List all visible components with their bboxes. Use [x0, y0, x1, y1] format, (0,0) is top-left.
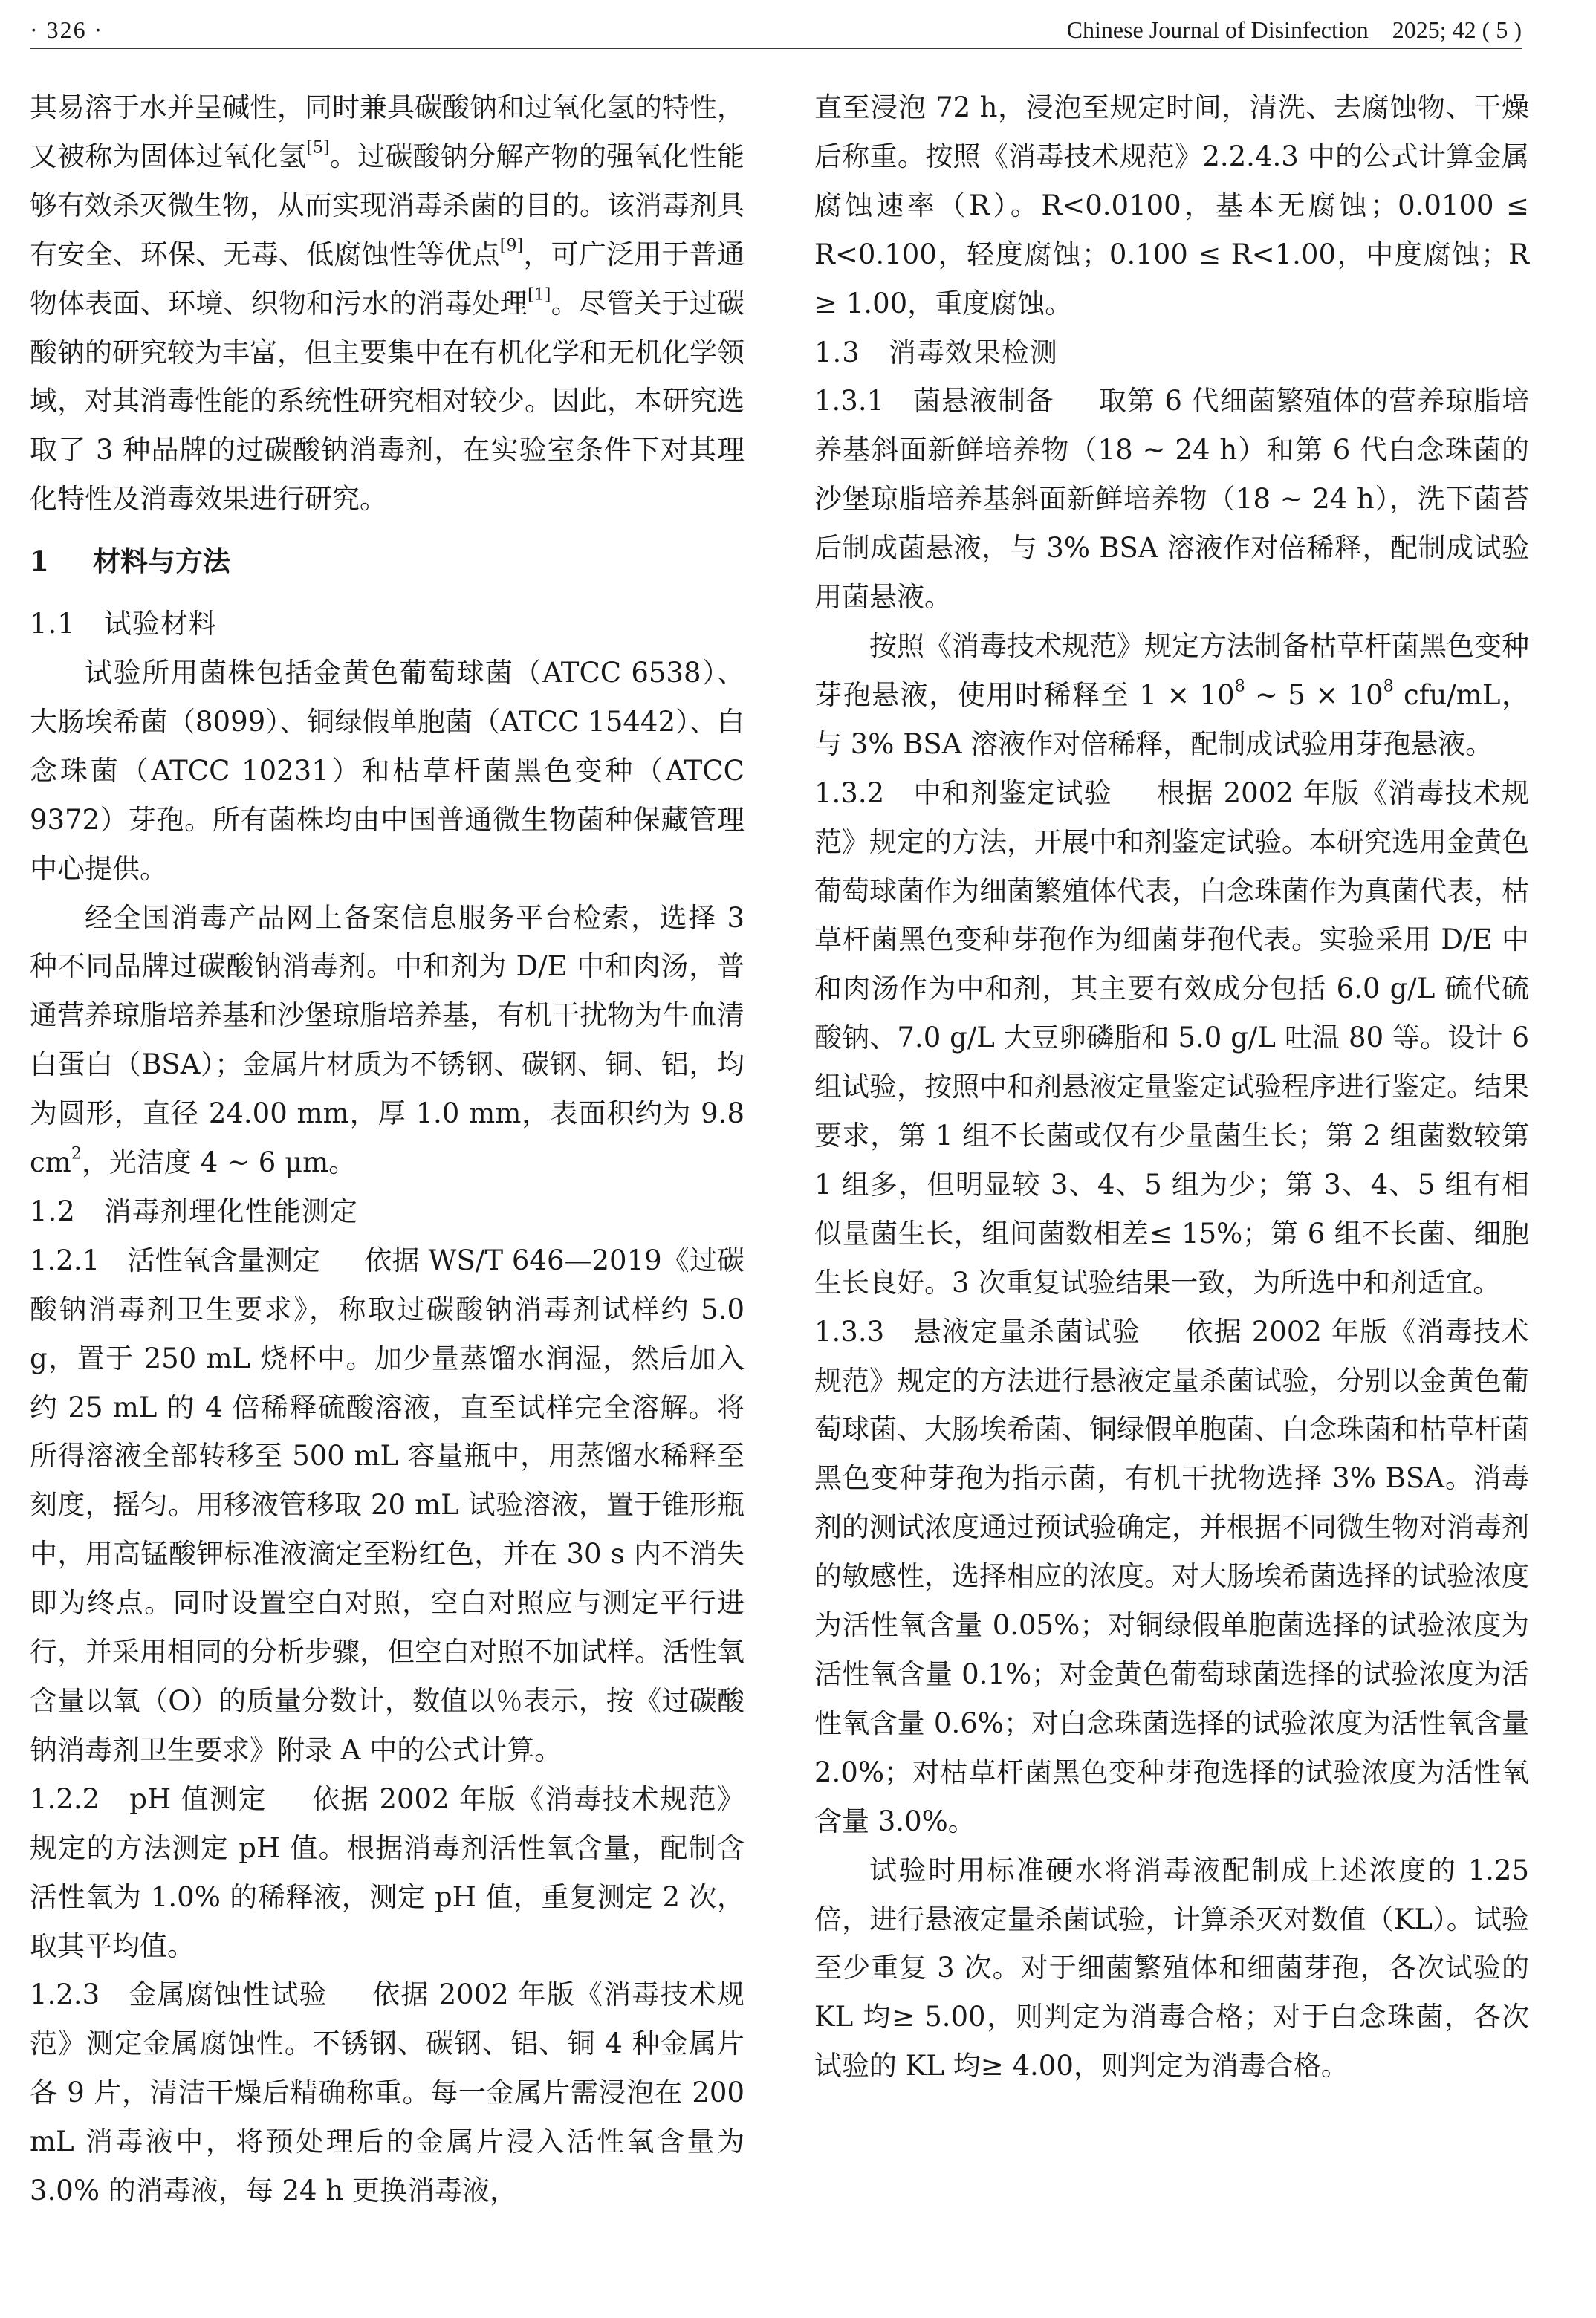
body-paragraph: 1.2.1 活性氧含量测定 依据 WS/T 646—2019《过碳酸钠消毒剂卫生要求》，称取过碳酸钠消毒剂试样约 5.0 g，置于 250 mL 烧杯中。加少量蒸馏水润湿，然后加入约 25 mL 的 4 倍稀释硫酸溶液，直至试样完全溶解。将所得溶液全部转移至 500 mL 容量瓶中，用蒸馏水稀释至刻度，摇匀。用移液管移取 20 mL 试验溶液，置于锥形瓶中，用高锰酸钾标准液滴定至粉红色，并在 30 s 内不消失即为终点。同时设置空白对照，空白对照应与测定平行进行，并采用相同的分析步骤，但空白对照不加试样。活性氧含量以氧（O）的质量分数计，数值以％表示，按《过碳酸钠消毒剂卫生要求》附录 A 中的公式计算。: [30, 1244, 745, 1766]
intro-paragraph: 其易溶于水并呈碱性，同时兼具碳酸钠和过氧化氢的特性，又被称为固体过氧化氢[5]。过碳酸钠分解产物的强氧化性能够有效杀灭微生物，从而实现消毒杀菌的目的。该消毒剂具有安全、环保、无毒、低腐蚀性等优点[9]，可广泛用于普通物体表面、环境、织物和污水的消毒处理[1]。尽管关于过碳酸钠的研究较为丰富，但主要集中在有机化学和无机化学领域，对其消毒性能的系统性研究相对较少。因此，本研究选取了 3 种品牌的过碳酸钠消毒剂，在实验室条件下对其理化特性及消毒效果进行研究。: [30, 91, 745, 516]
subsubsection-label: 1.3.2 中和剂鉴定试验: [814, 776, 1112, 809]
citation-ref: [1]: [528, 284, 551, 304]
subsubsection-label: 1.2.2 pH 值测定: [30, 1782, 267, 1815]
subsubsection-label: 1.3.3 悬液定量杀菌试验: [814, 1315, 1141, 1348]
body-paragraph: 直至浸泡 72 h，浸泡至规定时间，清洗、去腐蚀物、干燥后称重。按照《消毒技术规范》2.2.4.3 中的公式计算金属腐蚀速率（R）。R<0.0100，基本无腐蚀；0.0100 ≤ R<0.100，轻度腐蚀；0.100 ≤ R<1.00，中度腐蚀；R ≥ 1.00，重度腐蚀。: [814, 91, 1529, 319]
left-column: [30, 83, 745, 2215]
journal-citation: Chinese Journal of Disinfection 2025; 42 ( 5 ): [1066, 16, 1522, 43]
section-heading: 1 材料与方法: [30, 545, 230, 578]
body-paragraph: 1.2.3 金属腐蚀性试验 依据 2002 年版《消毒技术规范》测定金属腐蚀性。不锈钢、碳钢、铝、铜 4 种金属片各 9 片，清洁干燥后精确称重。每一金属片需浸泡在 200 mL 消毒液中，将预处理后的金属片浸入活性氧含量为 3.0% 的消毒液，每 24 h 更换消毒液，: [30, 1978, 745, 2207]
right-column: [814, 83, 1529, 2091]
subsubsection-label: 1.2.1 活性氧含量测定: [30, 1244, 321, 1276]
subsection-heading: 1.3 消毒效果检测: [814, 336, 1058, 369]
body-paragraph: 经全国消毒产品网上备案信息服务平台检索，选择 3 种不同品牌过碳酸钠消毒剂。中和剂为 D/E 中和肉汤，普通营养琼脂培养基和沙堡琼脂培养基，有机干扰物为牛血清白蛋白（BSA）；金属片材质为不锈钢、碳钢、铜、铝，均为圆形，直径 24.00 mm，厚 1.0 mm，表面积约为 9.8 $cm^2$，光洁度 4 ~ 6 μm。: [30, 901, 745, 1179]
subsubsection-label: 1.3.1 菌悬液制备: [814, 385, 1054, 418]
body-paragraph: 1.3.3 悬液定量杀菌试验 依据 2002 年版《消毒技术规范》规定的方法进行悬液定量杀菌试验，分别以金黄色葡萄球菌、大肠埃希菌、铜绿假单胞菌、白念珠菌和枯草杆菌黑色变种芽孢为指示菌，有机干扰物选择 3% BSA。消毒剂的测试浓度通过预试验确定，并根据不同微生物对消毒剂的敏感性，选择相应的浓度。对大肠埃希菌选择的试验浓度为活性氧含量 0.05%；对铜绿假单胞菌选择的试验浓度为活性氧含量 0.1%；对金黄色葡萄球菌选择的试验浓度为活性氧含量 0.6%；对白念珠菌选择的试验浓度为活性氧含量 2.0%；对枯草杆菌黑色变种芽孢选择的试验浓度为活性氧含量 3.0%。: [814, 1315, 1529, 1837]
body-paragraph: 试验所用菌株包括金黄色葡萄球菌（ATCC 6538）、大肠埃希菌（8099）、铜绿假单胞菌（ATCC 15442）、白念珠菌（ATCC 10231）和枯草杆菌黑色变种（ATCC 9372）芽孢。所有菌株均由中国普通微生物菌种保藏管理中心提供。: [30, 656, 745, 885]
citation-ref: [5]: [306, 137, 330, 158]
subsection-heading: 1.1 试验材料: [30, 608, 217, 640]
body-paragraph: 1.3.2 中和剂鉴定试验 根据 2002 年版《消毒技术规范》规定的方法，开展中和剂鉴定试验。本研究选用金黄色葡萄球菌作为细菌繁殖体代表，白念珠菌作为真菌代表，枯草杆菌黑色变种芽孢作为细菌芽孢代表。实验采用 D/E 中和肉汤作为中和剂，其主要有效成分包括 6.0 g/L 硫代硫酸钠、7.0 g/L 大豆卵磷脂和 5.0 g/L 吐温 80 等。设计 6 组试验，按照中和剂悬液定量鉴定试验程序进行鉴定。结果要求，第 1 组不长菌或仅有少量菌生长；第 2 组菌数较第 1 组多，但明显较 3、4、5 组为少；第 3、4、5 组有相似量菌生长，组间菌数相差≤ 15%；第 6 组不长菌、细胞生长良好。3 次重复试验结果一致，为所选中和剂适宜。: [814, 776, 1529, 1299]
page-number: · 326 ·: [30, 16, 104, 43]
body-paragraph: 试验时用标准硬水将消毒液配制成上述浓度的 1.25 倍，进行悬液定量杀菌试验，计算杀灭对数值（KL）。试验至少重复 3 次。对于细菌繁殖体和细菌芽孢，各次试验的 KL 均≥ 5.00，则判定为消毒合格；对于白念珠菌，各次试验的 KL 均≥ 4.00，则判定为消毒合格。: [814, 1854, 1529, 2082]
body-paragraph: 1.3.1 菌悬液制备 取第 6 代细菌繁殖体的营养琼脂培养基斜面新鲜培养物（18 ~ 24 h）和第 6 代白念珠菌的沙堡琼脂培养基斜面新鲜培养物（18 ~ 24 h），洗下菌苔后制成菌悬液，与 3% BSA 溶液作对倍稀释，配制成试验用菌悬液。: [814, 385, 1529, 614]
body-paragraph: 按照《消毒技术规范》规定方法制备枯草杆菌黑色变种芽孢悬液，使用时稀释至 $1 \times 10^8$ ~ $5 \times 10^8$ cfu/mL，与 3% BSA 溶液作对倍稀释，配制成试验用芽孢悬液。: [814, 629, 1529, 760]
citation-ref: [9]: [499, 235, 524, 255]
body-paragraph: 1.2.2 pH 值测定 依据 2002 年版《消毒技术规范》规定的方法测定 pH 值。根据消毒剂活性氧含量，配制含活性氧为 1.0% 的稀释液，测定 pH 值，重复测定 2 次，取其平均值。: [30, 1782, 745, 1962]
subsubsection-label: 1.2.3 金属腐蚀性试验: [30, 1978, 328, 2011]
running-header: [30, 10, 1522, 49]
subsection-heading: 1.2 消毒剂理化性能测定: [30, 1195, 358, 1227]
